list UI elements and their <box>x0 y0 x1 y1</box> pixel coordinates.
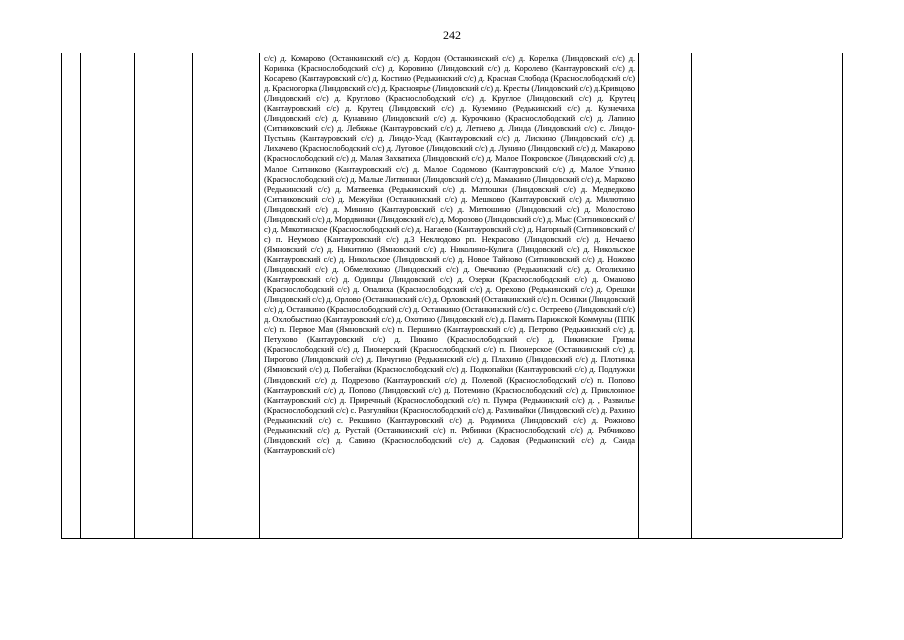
column-divider <box>638 53 639 538</box>
settlements-cell <box>261 53 638 539</box>
column-divider <box>691 53 692 538</box>
column-divider <box>192 53 193 538</box>
column-divider <box>842 53 843 538</box>
column-divider <box>80 53 81 538</box>
page-number: 242 <box>443 28 461 42</box>
column-divider <box>259 53 260 538</box>
column-divider <box>134 53 135 538</box>
settlements-list-text: с/с) д. Комарово (Останкинский с/с) д. Кордон (Останкинский с/с) д. Корелка (Линдовский с/с) д. Коринка (Краснослободский с/с) д. Коровино (Линдовский с/с) д. Королево (Кантауровский с/с) д. Косарево (Кантауровский с/с) д. Костино (Редькинский с/с) д. Красная Слобода (Краснослободский с/с) д. Красногорка (Линдовский с/с) д. Красноярье (Линдовский с/с) д. Кресты (Линдовский с/с) д.Кривцово (Линдовский с/с) д. Круглово (Краснослободский с/с) д. Круглое (Линдовский с/с) д. Крутец (Кантауровский с/с) д. Крутец (Линдовский с/с) д. Куземино (Редькинский с/с) д. Кузнечиха (Линдовский с/с) д. Кунавино (Линдовский с/с) д. Курочкино (Краснослободский с/с) д. Лапино (Ситниковский с/с) д. Лебяжье (Кантауровский с/с) д. Летнево д. Линда (Линдовский с/с) с. Линдо-Пустынь (Кантауровский с/с) д. Линдо-Усад (Кантауровский с/с) д. Лискино (Линдовский с/с) д. Лихачево (Краснослободский с/с) д. Луговое (Линдовский с/с) д. Лунино (Линдовский с/с) д. Макарово (Краснослободский с/с) д. Малая Захватиха (Линдовский с/с) д. Малое Покровское (Линдовский с/с) д. Малое Ситниково (Кантауровский с/с) д. Малое Содомово (Кантауровский с/с) д. Малое Уткино (Краснослободский с/с) д. Малые Литвинки (Линдовский с/с) д. Мамакино (Линдовский с/с) д. Марково (Редькинский с/с) д. Матвеевка (Редькинский с/с) д. Матюшки (Линдовский с/с) д. Медведково (Ситниковский с/с) д. Межуйки (Останкинский с/с) д. Мешково (Кантауровский с/с) д. Милютино (Линдовский с/с) д. Минино (Кантауровский с/с) д. Митюшино (Линдовский с/с) д. Молостово (Линдовский с/с) д. Мордвинки (Линдовский с/с) д. Морозово (Линдовский с/с) д. Мыс (Ситниковский с/с) д. Мякотинское (Краснослободский с/с) д. Нагаево (Кантауровский с/с) д. Нагорный (Ситниковский с/с) п. Неумово (Кантауровский с/с) д.3 Неклюдово рп. Некрасово (Линдовский с/с) д. Нечаево (Ямновский с/с) д. Никитино (Ямновский с/с) д. Николино-Кулига (Линдовский с/с) д. Никольское (Кантауровский с/с) д. Никольское (Линдовский с/с) д. Новое Тайново (Ситниковский с/с) д. Ножово (Линдовский с/с) д. Обмелюхино (Линдовский с/с) д. Овечкино (Редькинский с/с) д. Оголихино (Кантауровский с/с) д. Одинцы (Линдовский с/с) д. Озерки (Краснослободский с/с) д. Оманово (Краснослободский с/с) д. Опалиха (Краснослободский с/с) д. Орехово (Редькинский с/с) д. Орешки (Линдовский с/с) д. Орлово (Останкинский с/с) д. Орловский (Останкинский с/с) п. Осинки (Линдовский с/с) д. Останкино (Краснослободский с/с) д. Останкино (Останкинский с/с) с. Остреево (Линдовский с/с) д. Охлобыстино (Кантауровский с/с) д. Охотино (Линдовский с/с) д. Память Парижской Коммуны (ППК с/с) п. Первое Мая (Ямновский с/с) п. Першино (Кантауровский с/с) д. Петрово (Редькинский с/с) д. Петухово (Кантауровский с/с) д. Пикино (Краснослободский с/с) д. Пикинские Гривы (Краснослободский с/с) д. Пионерский (Краснослободский с/с) п. Пионерское (Останкинский с/с) д. Пирогово (Линдовский с/с) д. Пичугино (Редькинский с/с) д. Плахино (Линдовский с/с) д. Плотинка (Ямновский с/с) д. Побегайки (Краснослободский с/с) д. Подкопайки (Кантауровский с/с) д. Подлужки (Линдовский с/с) д. Подрезово (Кантауровский с/с) д. Полевой (Краснослободский с/с) п. Попово (Кантауровский с/с) д. Попово (Линдовский с/с) д. Потемино (Краснослободский с/с) д. Приклонное (Кантауровский с/с) д. Приречный (Краснослободский с/с) п. Пумра (Редькинский с/с) д. , Развилье (Краснослободский с/с) с. Разгуляйки (Краснослободский с/с) д. Разливайки (Линдовский с/с) д. Рахино (Редькинский с/с) с. Рекшино (Кантауровский с/с) д. Родимиха (Линдовский с/с) д. Рожново (Редькинский с/с) д. Рустай (Останкинский с/с) п. Рябинки (Краснослободский с/с) д. Рябчиково (Линдовский с/с) д. Савино (Краснослободский с/с) д. Садовая (Редькинский с/с) д. Саида (Кантауровский с/с) <box>264 53 635 455</box>
table-frame <box>61 53 842 539</box>
